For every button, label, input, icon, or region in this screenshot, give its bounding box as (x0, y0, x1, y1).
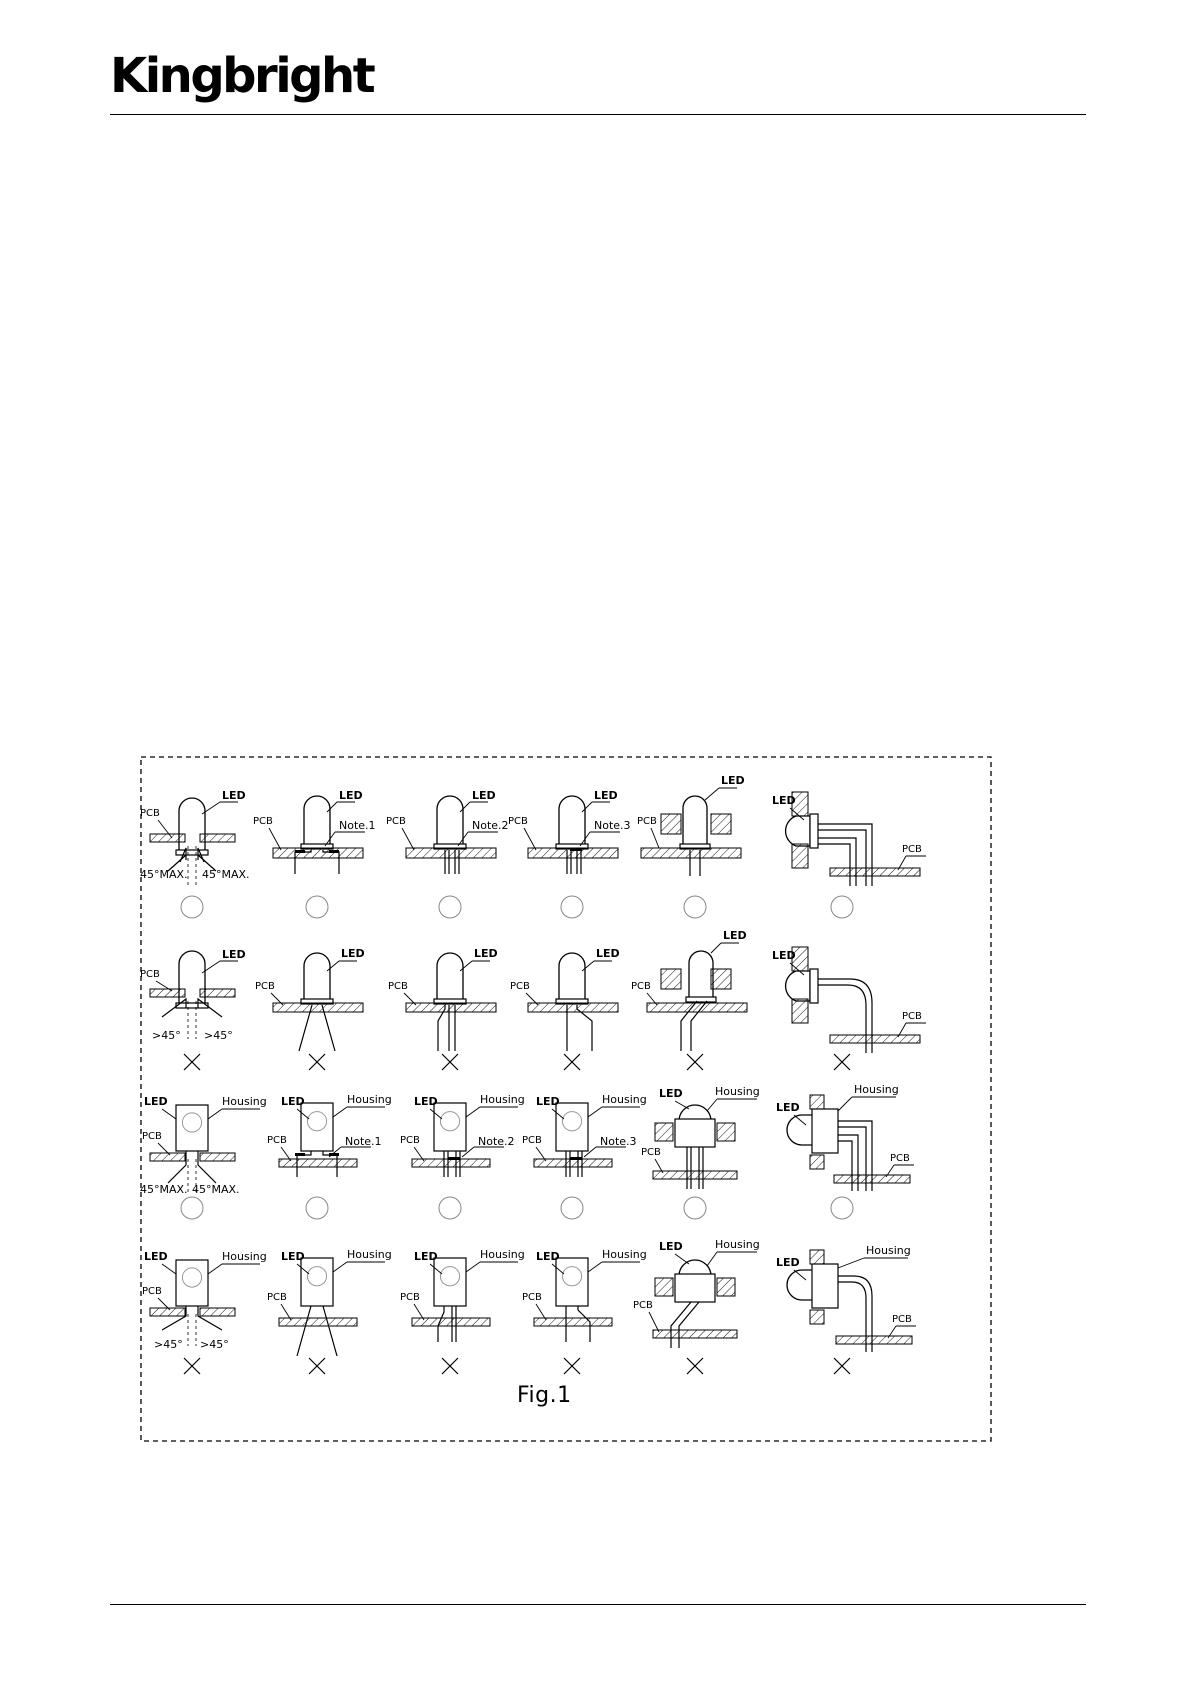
led-label: LED (144, 1250, 168, 1263)
leader-line (651, 828, 659, 848)
leader-line (466, 1262, 480, 1272)
led-body (786, 816, 810, 846)
pcb-board (653, 1330, 737, 1338)
pcb-label: PCB (890, 1153, 910, 1164)
leader-line (162, 1109, 176, 1119)
incorrect-cross-icon (687, 1054, 703, 1070)
cell-r3c3 (400, 1093, 525, 1177)
pcb-board (150, 1153, 185, 1161)
cell-r3c6 (776, 1083, 914, 1191)
housing-label: Housing (715, 1085, 760, 1098)
cell-r1c2 (253, 789, 376, 874)
led-label: LED (222, 948, 246, 961)
incorrect-cross-icon (442, 1054, 458, 1070)
cell-r1c4 (508, 789, 631, 874)
correct-circle-icon (306, 1197, 328, 1219)
led-body (437, 953, 463, 999)
panel-block (810, 1155, 824, 1169)
pcb-label: PCB (510, 981, 530, 992)
leader-line (208, 1264, 222, 1274)
housing-label: Housing (222, 1250, 267, 1263)
pcb-label: PCB (267, 1292, 287, 1303)
housing-label: Housing (854, 1083, 899, 1096)
panel-block (810, 1095, 824, 1109)
panel-block (655, 1278, 673, 1296)
correct-circle-icon (684, 896, 706, 918)
led-label: LED (721, 774, 745, 787)
pcb-board (150, 989, 185, 997)
angle-label: >45° (152, 1029, 181, 1042)
pcb-label: PCB (902, 1011, 922, 1022)
pcb-board (200, 989, 235, 997)
panel-block (792, 844, 808, 868)
pcb-label: PCB (140, 808, 160, 819)
cell-r3c2 (267, 1093, 392, 1177)
pcb-label: PCB (255, 981, 275, 992)
led-flange (176, 850, 208, 855)
pcb-board (836, 1336, 912, 1344)
pcb-board (150, 834, 185, 842)
led-label: LED (414, 1095, 438, 1108)
led-housing (434, 1258, 466, 1306)
correct-circle-icon (306, 896, 328, 918)
lead-forming-figure (140, 756, 992, 1442)
solder-pad (448, 1157, 460, 1160)
pcb-board (647, 1003, 747, 1012)
angle-label: >45° (154, 1338, 183, 1351)
led-label: LED (776, 1101, 800, 1114)
cell-r1c6 (772, 792, 926, 886)
pcb-label: PCB (400, 1135, 420, 1146)
led-housing (301, 1258, 333, 1306)
cell-r2c5 (631, 929, 747, 1051)
pcb-board (641, 848, 741, 858)
incorrect-cross-icon (442, 1358, 458, 1374)
cell-r3c5 (641, 1085, 760, 1189)
figure-caption: Fig.1 (517, 1383, 572, 1408)
panel-block (655, 1123, 673, 1141)
led-label: LED (222, 789, 246, 802)
correct-circle-icon (439, 896, 461, 918)
correct-circle-icon (439, 1197, 461, 1219)
panel-block (810, 1310, 824, 1324)
leader-line (269, 828, 281, 850)
leader-line (333, 1107, 347, 1117)
cell-r1c5 (637, 774, 745, 876)
leader-line (707, 1099, 717, 1111)
note-label: Note.2 (478, 1135, 515, 1148)
pcb-label: PCB (631, 981, 651, 992)
housing-label: Housing (602, 1248, 647, 1261)
led-label: LED (776, 1256, 800, 1269)
correct-circle-icon (831, 1197, 853, 1219)
angle-label: >45° (200, 1338, 229, 1351)
leader-line (588, 1107, 602, 1117)
pcb-label: PCB (267, 1135, 287, 1146)
housing-label: Housing (602, 1093, 647, 1106)
leader-line (524, 828, 536, 850)
housing-label: Housing (480, 1093, 525, 1106)
led-label: LED (472, 789, 496, 802)
led-housing (675, 1274, 715, 1302)
angle-label: >45° (204, 1029, 233, 1042)
note-label: Note.3 (594, 819, 631, 832)
led-housing (556, 1103, 588, 1151)
leader-line (705, 788, 719, 800)
correct-circle-icon (561, 1197, 583, 1219)
led-label: LED (659, 1087, 683, 1100)
correct-circle-icon (831, 896, 853, 918)
led-label: LED (772, 794, 796, 807)
lead (671, 1302, 691, 1348)
pcb-board (830, 868, 920, 876)
panel-block (717, 1278, 735, 1296)
led-housing (812, 1109, 838, 1153)
cell-r2c1 (140, 948, 246, 1042)
lead (818, 824, 872, 886)
cell-r2c3 (388, 947, 498, 1051)
cell-r1c3 (386, 789, 509, 874)
pcb-board (200, 1153, 235, 1161)
led-flange (176, 1003, 208, 1008)
leader-line (838, 1258, 864, 1268)
lead (323, 1306, 337, 1356)
note-label: Note.1 (339, 819, 376, 832)
led-label: LED (144, 1095, 168, 1108)
footer-rule (110, 1604, 1086, 1605)
led-body (689, 951, 713, 997)
leader-line (208, 1109, 222, 1119)
leader-line (466, 1107, 480, 1117)
led-flange (810, 814, 818, 848)
correct-circle-icon (181, 1197, 203, 1219)
cell-r4c5 (633, 1238, 760, 1348)
cell-r4c4 (522, 1248, 647, 1342)
solder-pad (295, 850, 305, 853)
leader-line (675, 1254, 689, 1264)
lead (198, 1165, 216, 1183)
incorrect-cross-icon (309, 1358, 325, 1374)
cell-r3c4 (522, 1093, 647, 1177)
note-label: Note.3 (600, 1135, 637, 1148)
angle-label: 45°MAX. (140, 1183, 188, 1196)
pcb-label: PCB (253, 816, 273, 827)
led-housing (176, 1105, 208, 1151)
led-label: LED (596, 947, 620, 960)
cell-r2c4 (510, 947, 620, 1051)
lead (297, 1306, 311, 1356)
kingbright-logo: Kingbright (110, 48, 374, 104)
pcb-board (273, 1003, 363, 1012)
solder-pad (570, 1157, 582, 1160)
incorrect-cross-icon (687, 1358, 703, 1374)
housing-label: Housing (347, 1093, 392, 1106)
led-body (559, 953, 585, 999)
panel-block (661, 814, 681, 834)
leader-line (402, 828, 414, 850)
panel-block (810, 1250, 824, 1264)
led-body (683, 796, 707, 844)
leader-line (582, 961, 594, 971)
housing-label: Housing (480, 1248, 525, 1261)
led-label: LED (281, 1095, 305, 1108)
incorrect-cross-icon (564, 1054, 580, 1070)
angle-label: 45°MAX. (202, 868, 250, 881)
pcb-board (528, 1003, 618, 1012)
pcb-board (200, 834, 235, 842)
leader-line (794, 1270, 806, 1280)
pcb-board (653, 1171, 737, 1179)
housing-label: Housing (222, 1095, 267, 1108)
led-flange (686, 997, 716, 1002)
pcb-board (834, 1175, 910, 1183)
pcb-board (273, 848, 363, 858)
pcb-board (150, 1308, 185, 1316)
solder-pad (570, 848, 582, 851)
led-housing (556, 1258, 588, 1306)
led-label: LED (723, 929, 747, 942)
led-flange (810, 969, 818, 1003)
angle-label: 45°MAX. (140, 868, 188, 881)
cell-r4c3 (400, 1248, 525, 1342)
pcb-label: PCB (388, 981, 408, 992)
pcb-label: PCB (902, 844, 922, 855)
cell-r4c1 (142, 1250, 267, 1351)
lead (679, 1302, 699, 1348)
incorrect-cross-icon (834, 1358, 850, 1374)
leader-line (649, 1312, 659, 1332)
pcb-label: PCB (400, 1292, 420, 1303)
led-label: LED (536, 1095, 560, 1108)
led-label: LED (414, 1250, 438, 1263)
incorrect-cross-icon (309, 1054, 325, 1070)
note-label: Note.1 (345, 1135, 382, 1148)
pcb-label: PCB (637, 816, 657, 827)
led-body (304, 953, 330, 999)
incorrect-cross-icon (184, 1358, 200, 1374)
housing-label: Housing (866, 1244, 911, 1257)
led-label: LED (659, 1240, 683, 1253)
leader-line (327, 961, 339, 971)
header-rule (110, 114, 1086, 115)
pcb-label: PCB (892, 1314, 912, 1325)
pcb-board (200, 1308, 235, 1316)
led-body (559, 796, 585, 844)
housing-label: Housing (347, 1248, 392, 1261)
leader-line (707, 1252, 717, 1266)
note-label: Note.2 (472, 819, 509, 832)
led-label: LED (281, 1250, 305, 1263)
pcb-label: PCB (142, 1131, 162, 1142)
leader-line (711, 943, 721, 953)
pcb-label: PCB (641, 1147, 661, 1158)
led-label: LED (474, 947, 498, 960)
incorrect-cross-icon (834, 1054, 850, 1070)
lead (168, 1165, 186, 1183)
pcb-board (406, 848, 496, 858)
led-housing (434, 1103, 466, 1151)
panel-block (711, 814, 731, 834)
angle-label: 45°MAX. (192, 1183, 240, 1196)
led-housing (812, 1264, 838, 1308)
led-body (304, 796, 330, 844)
leader-line (460, 961, 472, 971)
pcb-label: PCB (142, 1286, 162, 1297)
pcb-board (830, 1035, 920, 1043)
leader-line (162, 1264, 176, 1274)
led-body (786, 971, 810, 1001)
lead-forming-diagram (140, 756, 992, 1442)
incorrect-cross-icon (184, 1054, 200, 1070)
incorrect-cross-icon (564, 1358, 580, 1374)
cell-r1c1 (140, 789, 250, 886)
solder-pad (329, 850, 339, 853)
housing-label: Housing (715, 1238, 760, 1251)
panel-block (711, 969, 731, 989)
pcb-label: PCB (386, 816, 406, 827)
cell-r3c1 (140, 1095, 267, 1196)
led-label: LED (341, 947, 365, 960)
led-housing (301, 1103, 333, 1151)
led-housing (176, 1260, 208, 1306)
correct-circle-icon (181, 896, 203, 918)
pcb-label: PCB (508, 816, 528, 827)
pcb-label: PCB (522, 1135, 542, 1146)
pcb-label: PCB (633, 1300, 653, 1311)
led-label: LED (536, 1250, 560, 1263)
cell-r2c6 (772, 947, 926, 1053)
led-label: LED (594, 789, 618, 802)
panel-block (717, 1123, 735, 1141)
panel-block (661, 969, 681, 989)
leader-line (588, 1262, 602, 1272)
leader-line (838, 1097, 852, 1111)
correct-circle-icon (561, 896, 583, 918)
led-housing (675, 1119, 715, 1147)
pcb-board (406, 1003, 496, 1012)
led-label: LED (772, 949, 796, 962)
led-label: LED (339, 789, 363, 802)
led-body (437, 796, 463, 844)
leader-line (675, 1101, 689, 1109)
panel-block (792, 999, 808, 1023)
pcb-label: PCB (140, 969, 160, 980)
leader-line (333, 1262, 347, 1272)
pcb-label: PCB (522, 1292, 542, 1303)
cell-r2c2 (255, 947, 365, 1051)
solder-pad (295, 1153, 305, 1156)
correct-circle-icon (684, 1197, 706, 1219)
lead (818, 844, 850, 886)
cell-r4c2 (267, 1248, 392, 1356)
leader-line (794, 1115, 806, 1125)
cell-r4c6 (776, 1244, 916, 1352)
